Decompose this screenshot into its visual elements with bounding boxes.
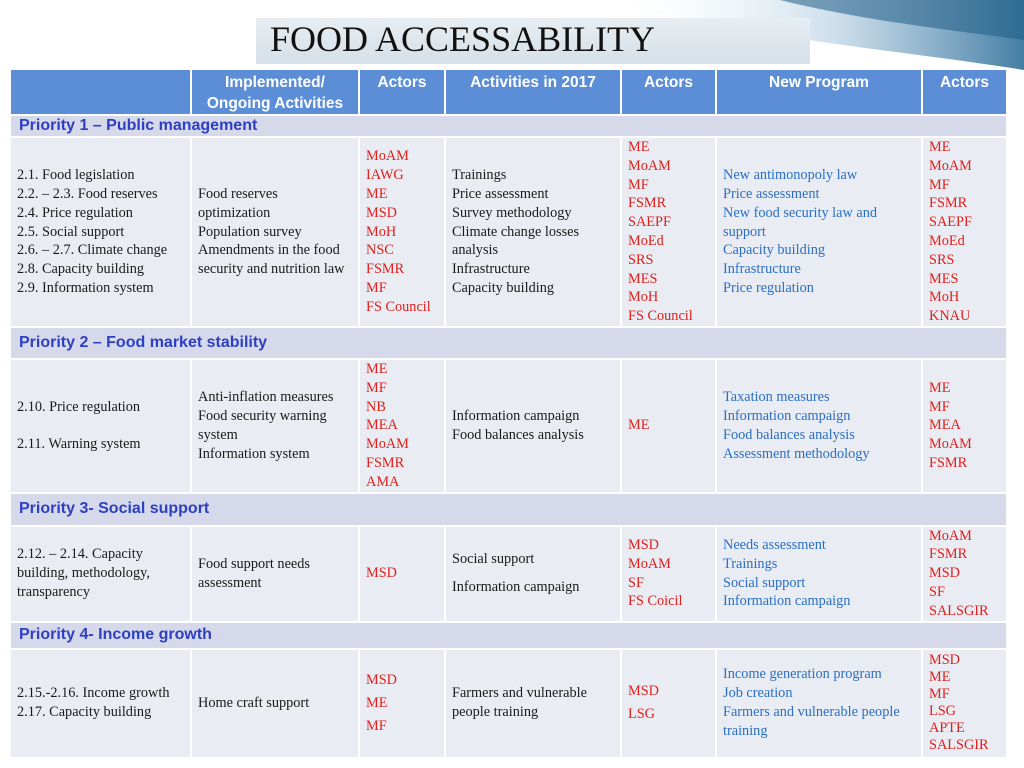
actor: FSMR <box>929 546 968 563</box>
actor: FSMR <box>929 454 968 471</box>
p3-activities-2017 <box>445 526 621 622</box>
p1-actors-activities <box>621 137 716 327</box>
actor: ME <box>366 360 388 377</box>
header-actors-3: Actors <box>922 69 1007 115</box>
header-actors-1: Actors <box>359 69 445 115</box>
p2-actors-implemented <box>359 359 445 493</box>
actor: MSD <box>366 204 397 221</box>
new-program-item: Trainings <box>723 555 778 572</box>
priority-4-label: Priority 4- Income growth <box>10 622 1007 649</box>
priority-1-label: Priority 1 – Public management <box>10 115 1007 137</box>
actor: APTE <box>929 720 965 737</box>
priority-4-data-row <box>10 649 1007 758</box>
actor: NSC <box>366 242 394 259</box>
p2-measures <box>10 359 191 493</box>
p3-actors-new <box>922 526 1007 622</box>
header-new-program: New Program <box>716 69 922 115</box>
actor: MoH <box>628 289 659 306</box>
activity: Farmers and vulnerable people training <box>452 685 587 721</box>
new-program-item: Information campaign <box>723 407 851 424</box>
p4-activities-2017 <box>445 649 621 758</box>
actor: FS Council <box>366 298 431 315</box>
new-program-item: Information campaign <box>723 593 851 610</box>
p4-actors-implemented <box>359 649 445 758</box>
actor: MoEd <box>929 232 965 249</box>
p4-actors-new <box>922 649 1007 758</box>
actor: MSD <box>628 683 659 700</box>
actor: MoAM <box>929 527 972 544</box>
p2-measure: 2.10. Price regulation <box>17 398 141 415</box>
new-program-item: Food balances analysis <box>723 426 855 443</box>
new-program-item: Price assessment <box>723 185 820 202</box>
p3-implemented-item: Food support needs assessment <box>198 555 310 591</box>
actor: MoAM <box>366 148 409 165</box>
actor: MoEd <box>628 232 664 249</box>
priority-2-data-row <box>10 359 1007 493</box>
actor: NB <box>366 398 386 415</box>
new-program-item: Job creation <box>723 685 793 702</box>
header-blank-cell <box>10 69 191 115</box>
priority-1-row <box>10 115 1007 137</box>
p4-implemented <box>191 649 359 758</box>
actor: SALSGIR <box>929 737 989 754</box>
new-program-item: Price regulation <box>723 279 814 296</box>
activity: Social support <box>452 551 535 568</box>
p4-measure: 2.17. Capacity building <box>17 704 152 721</box>
p1-measure: 2.6. – 2.7. Climate change <box>17 242 168 259</box>
actor: MoH <box>929 289 960 306</box>
actor: MSD <box>366 565 397 582</box>
p1-measure: 2.2. – 2.3. Food reserves <box>17 185 158 202</box>
food-accessibility-table <box>9 68 1008 759</box>
priority-3-row <box>10 493 1007 526</box>
priority-2-label: Priority 2 – Food market stability <box>10 327 1007 359</box>
activity: Survey methodology <box>452 204 572 221</box>
new-program-item: Farmers and vulnerable people training <box>723 704 900 739</box>
actor: MF <box>628 176 649 193</box>
activity: Food balances analysis <box>452 426 584 443</box>
p2-new-program <box>716 359 922 493</box>
actor: MEA <box>929 417 961 434</box>
p3-actors-implemented <box>359 526 445 622</box>
actor: MSD <box>929 565 960 582</box>
p1-measure: 2.5. Social support <box>17 223 125 240</box>
actor: SF <box>929 583 945 600</box>
p2-actors-new <box>922 359 1007 493</box>
actor: SALSGIR <box>929 602 989 619</box>
actor: MoAM <box>628 555 671 572</box>
p1-measure: 2.9. Information system <box>17 279 154 296</box>
p4-new-program <box>716 649 922 758</box>
p2-measure: 2.11. Warning system <box>17 435 141 452</box>
new-program-item: New food security law and support <box>723 204 878 240</box>
actor: MES <box>628 270 658 287</box>
actor: MF <box>366 279 387 296</box>
actor: MF <box>929 398 950 415</box>
activity: Information campaign <box>452 579 580 596</box>
actor: FSMR <box>366 454 405 471</box>
p4-actors-activities <box>621 649 716 758</box>
activity: Trainings <box>452 167 507 184</box>
actor: FS Council <box>628 308 693 325</box>
priority-3-label: Priority 3- Social support <box>10 493 1007 526</box>
header-row <box>10 69 1007 115</box>
p3-actors-activities <box>621 526 716 622</box>
actor: SRS <box>628 251 654 268</box>
p3-measure: 2.12. – 2.14. Capacity building, methodology, transparency <box>17 546 150 600</box>
p1-implemented-item: Food reserves optimization <box>198 185 278 221</box>
new-program-item: Taxation measures <box>723 389 830 406</box>
actor: MoAM <box>366 436 409 453</box>
new-program-item: New antimonopoly law <box>723 167 858 184</box>
actor: ME <box>628 139 650 155</box>
page-title: FOOD ACCESSABILITY <box>270 19 656 59</box>
actor: FS Coicil <box>628 593 683 610</box>
actor: ME <box>366 185 388 202</box>
new-program-item: Infrastructure <box>723 261 801 278</box>
actor: LSG <box>628 706 656 723</box>
actor: FSMR <box>628 195 667 212</box>
p1-measures <box>10 137 191 327</box>
actor: MoH <box>366 223 397 240</box>
actor: MSD <box>628 536 659 553</box>
actor: MES <box>929 270 959 287</box>
actor: IAWG <box>366 167 404 184</box>
p2-implemented-item: Food security warning system <box>198 407 327 443</box>
p1-measure: 2.8. Capacity building <box>17 261 145 278</box>
actor: MoAM <box>929 436 972 453</box>
actor: ME <box>366 694 388 711</box>
p1-actors-implemented <box>359 137 445 327</box>
p1-activities-2017 <box>445 137 621 327</box>
p3-new-program <box>716 526 922 622</box>
p2-implemented-item: Information system <box>198 445 310 462</box>
actor: MF <box>366 717 387 734</box>
actor: ME <box>929 379 951 396</box>
actor: MF <box>929 176 950 193</box>
actor: ME <box>929 139 951 155</box>
p1-implemented <box>191 137 359 327</box>
priority-2-row <box>10 327 1007 359</box>
actor: LSG <box>929 703 957 720</box>
spacer <box>17 417 184 435</box>
actor: ME <box>628 417 650 434</box>
header-actors-2: Actors <box>621 69 716 115</box>
p1-implemented-item: Population survey <box>198 223 302 240</box>
priority-1-data-row <box>10 137 1007 327</box>
activity: Infrastructure <box>452 261 530 278</box>
priority-4-row <box>10 622 1007 649</box>
p4-implemented-item: Home craft support <box>198 694 310 711</box>
new-program-item: Assessment methodology <box>723 445 870 462</box>
actor: SAEPF <box>929 214 972 231</box>
actor: MF <box>929 686 950 703</box>
new-program-item: Income generation program <box>723 666 882 683</box>
actor: MSD <box>366 671 397 688</box>
priority-3-data-row <box>10 526 1007 622</box>
spacer <box>452 569 614 578</box>
p1-measure: 2.4. Price regulation <box>17 204 133 221</box>
actor: FSMR <box>929 195 968 212</box>
actor: KNAU <box>929 308 971 325</box>
p2-activities-2017 <box>445 359 621 493</box>
activity: Information campaign <box>452 407 580 424</box>
activity: Price assessment <box>452 185 549 202</box>
actor: MoAM <box>628 157 671 174</box>
new-program-item: Capacity building <box>723 242 826 259</box>
p1-new-program <box>716 137 922 327</box>
header-implemented: Implemented/ Ongoing Activities <box>191 69 359 115</box>
actor: SRS <box>929 251 955 268</box>
actor: MEA <box>366 417 398 434</box>
actor: MSD <box>929 652 960 669</box>
actor: ME <box>929 669 951 686</box>
p2-implemented-item: Anti-inflation measures <box>198 389 334 406</box>
header-activities-2017: Activities in 2017 <box>445 69 621 115</box>
p1-implemented-item: Amendments in the food security and nutrition law <box>198 242 345 278</box>
p3-implemented <box>191 526 359 622</box>
actor: FSMR <box>366 261 405 278</box>
p3-measures <box>10 526 191 622</box>
actor: SF <box>628 574 644 591</box>
p2-implemented <box>191 359 359 493</box>
p4-measure: 2.15.-2.16. Income growth <box>17 685 170 702</box>
p4-measures <box>10 649 191 758</box>
p1-measure: 2.1. Food legislation <box>17 167 135 184</box>
new-program-item: Needs assessment <box>723 536 826 553</box>
actor: AMA <box>366 473 400 490</box>
actor: SAEPF <box>628 214 671 231</box>
activity: Climate change losses analysis <box>452 223 580 259</box>
actor: MoAM <box>929 157 972 174</box>
p2-actors-activities <box>621 359 716 493</box>
actor: MF <box>366 379 387 396</box>
new-program-item: Social support <box>723 574 806 591</box>
p1-actors-new <box>922 137 1007 327</box>
activity: Capacity building <box>452 279 555 296</box>
